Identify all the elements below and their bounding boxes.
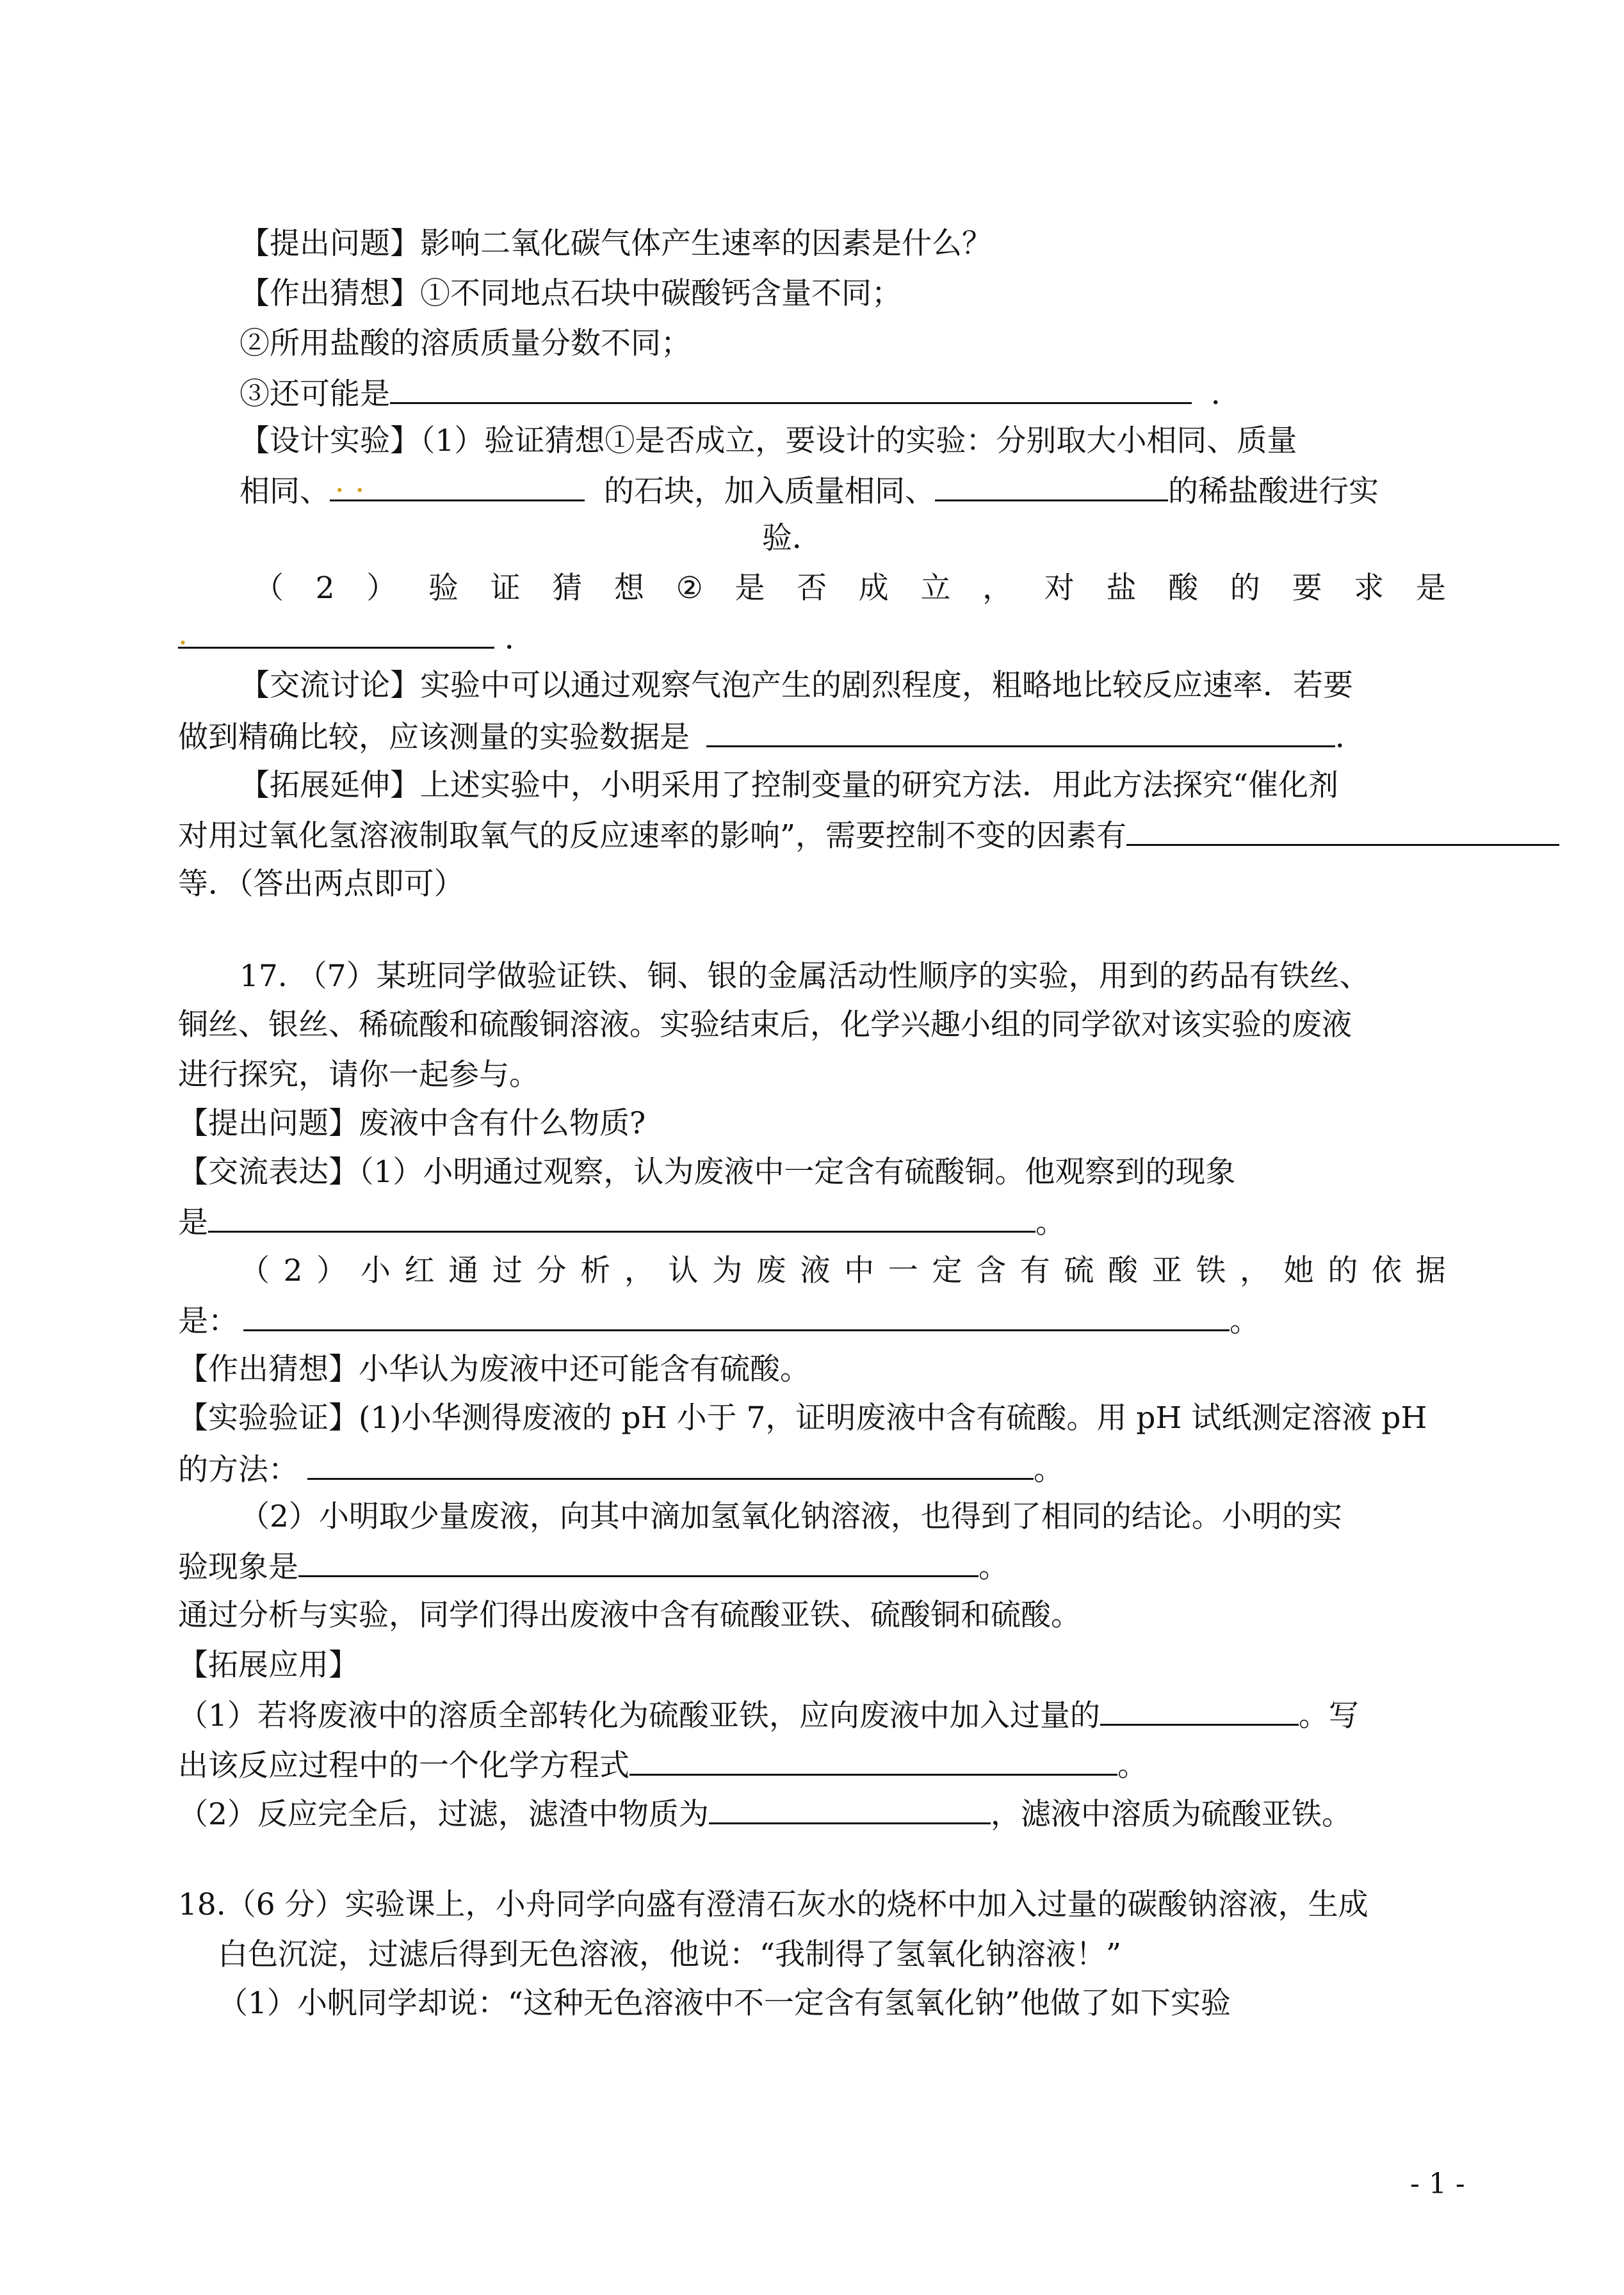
answer-blank[interactable] <box>1100 1694 1299 1726</box>
q16-line-discussion: 【交流讨论】实验中可以通过观察气泡产生的剧烈程度，粗略地比较反应速率．若要 <box>240 668 1353 703</box>
q17-line-hypothesis: 【作出猜想】小华认为废液中还可能含有硫酸。 <box>178 1352 810 1387</box>
page-number: - 1 - <box>1410 2168 1465 2200</box>
q16-line-extension: 【拓展延伸】上述实验中，小明采用了控制变量的研究方法．用此方法探究“催化剂 <box>240 768 1339 803</box>
q16-line-design: 【设计实验】（1）验证猜想①是否成立，要设计的实验：分别取大小相同、质量 <box>240 423 1297 458</box>
q18-line-intro-2: 白色沉淀，过滤后得到无色溶液，他说：“我制得了氢氧化钠溶液！” <box>218 1937 1122 1972</box>
q17-line-intro-3: 进行探究，请你一起参与。 <box>178 1057 539 1092</box>
answer-blank[interactable] <box>243 1300 1230 1331</box>
q17-line-verify-2b: 验现象是 。 <box>178 1546 1009 1585</box>
q17-line-application-2: （2）反应完全后，过滤，滤渣中物质为 ，滤液中溶质为硫酸亚铁。 <box>178 1793 1352 1833</box>
q17-line-application-1: （1）若将废液中的溶质全部转化为硫酸亚铁，应向废液中加入过量的 。写 <box>178 1694 1359 1734</box>
q17-line-intro: 17. （7）某班同学做验证铁、铜、银的金属活动性顺序的实验，用到的药品有铁丝、 <box>240 959 1370 994</box>
answer-blank[interactable] <box>208 1201 1035 1233</box>
q16-line-design-3: 验． <box>762 521 822 556</box>
q16-line-hypothesis-3: ③还可能是 ． <box>240 373 1241 412</box>
q17-line-application: 【拓展应用】 <box>178 1648 359 1683</box>
q17-line-express: 【交流表达】（1）小明通过观察，认为废液中一定含有硫酸铜。他观察到的现象 <box>178 1155 1236 1190</box>
q16-line-discussion-2: 做到精确比较，应该测量的实验数据是 ． <box>178 716 1365 756</box>
q16-line-verify-2b: . ． <box>178 617 535 656</box>
answer-blank[interactable] <box>629 1744 1117 1776</box>
q17-line-question: 【提出问题】废液中含有什么物质? <box>178 1106 646 1141</box>
answer-blank[interactable] <box>935 470 1168 501</box>
q17-line-express-2: （ 2 ） 小 红 通 过 分 析 ， 认 为 废 液 中 一 定 含 有 硫 酸 亚 铁 ， 她 的 依 据 <box>240 1253 1446 1288</box>
q16-line-question: 【提出问题】影响二氧化碳气体产生速率的因素是什么？ <box>240 226 992 261</box>
q16-line-design-2: 相同、 ．． 的石块，加入质量相同、 的稀盐酸进行实 <box>240 464 1379 509</box>
q18-line-part-1: （1）小帆同学却说：“这种无色溶液中不一定含有氢氧化钠”他做了如下实验 <box>218 1986 1231 2021</box>
q16-line-extension-2: 对用过氧化氢溶液制取氧气的反应速率的影响”，需要控制不变的因素有 <box>178 815 1559 854</box>
q16-line-extension-3: 等．（答出两点即可） <box>178 866 464 902</box>
answer-blank[interactable] <box>1126 815 1559 846</box>
answer-blank[interactable] <box>709 1793 991 1824</box>
q17-line-intro-2: 铜丝、银丝、稀硫酸和硫酸铜溶液。实验结束后，化学兴趣小组的同学欲对该实验的废液 <box>178 1007 1352 1042</box>
answer-blank[interactable] <box>307 1448 1034 1480</box>
q17-line-verify-2: （2）小明取少量废液，向其中滴加氢氧化钠溶液，也得到了相同的结论。小明的实 <box>240 1499 1342 1534</box>
q17-line-conclusion: 通过分析与实验，同学们得出废液中含有硫酸亚铁、硫酸铜和硫酸。 <box>178 1598 1081 1633</box>
q17-line-express-2b: 是： 。 <box>178 1300 1260 1340</box>
q17-line-application-1b: 出该反应过程中的一个化学方程式 。 <box>178 1744 1148 1784</box>
q16-line-verify-2: （ 2 ） 验 证 猜 想 ② 是 否 成 立 ， 对 盐 酸 的 要 求 是 <box>254 571 1446 606</box>
answer-blank[interactable] <box>390 373 1192 404</box>
q17-line-verify-1b: 的方法： 。 <box>178 1448 1064 1488</box>
answer-blank[interactable]: . <box>178 617 494 649</box>
q17-line-verify: 【实验验证】(1)小华测得废液的 pH 小于 7，证明废液中含有硫酸。用 pH 试纸测定溶液 pH <box>178 1400 1427 1436</box>
q17-line-express-1b: 是 。 <box>178 1201 1066 1241</box>
answer-blank[interactable] <box>706 716 1335 747</box>
answer-blank[interactable]: ．． <box>330 470 585 501</box>
q16-line-hypothesis-2: ②所用盐酸的溶质质量分数不同； <box>240 326 691 361</box>
q16-line-hypothesis: 【作出猜想】①不同地点石块中碳酸钙含量不同； <box>240 276 902 311</box>
q18-line-intro: 18.（6 分）实验课上，小舟同学向盛有澄清石灰水的烧杯中加入过量的碳酸钠溶液，生成 <box>178 1887 1368 1922</box>
answer-blank[interactable] <box>298 1546 978 1577</box>
